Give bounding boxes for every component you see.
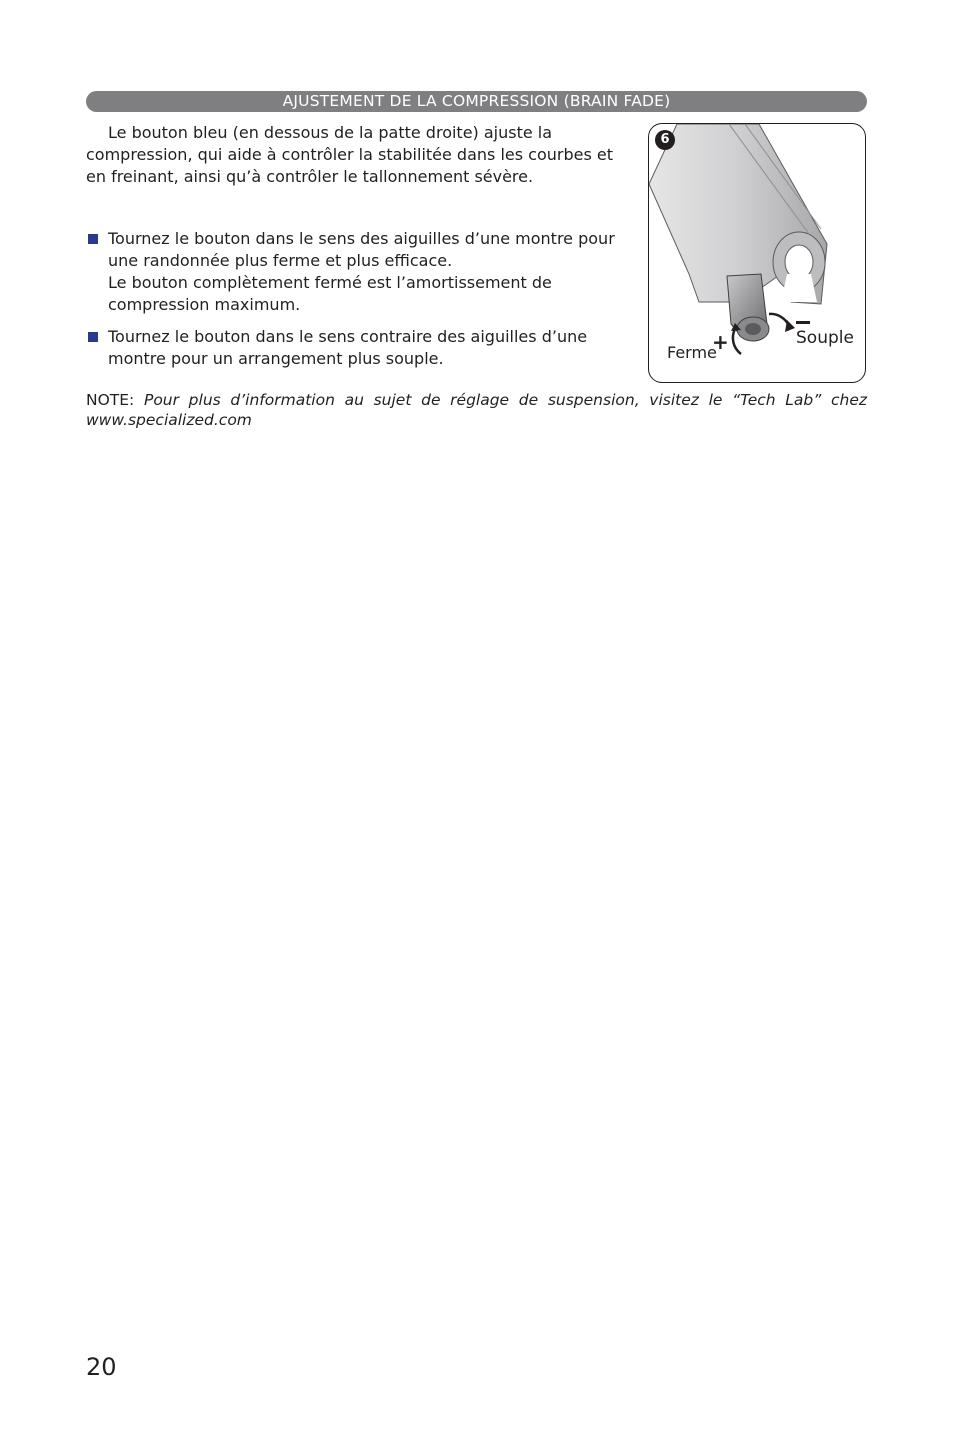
page-number: 20	[86, 1353, 117, 1381]
label-firm: Ferme	[667, 343, 717, 362]
bullet-square-icon	[88, 332, 98, 342]
note-label: NOTE:	[86, 391, 135, 409]
intro-text: Le bouton bleu (en dessous de la patte droite) ajuste la compression, qui aide à contrôler la stabilitée dans les courbes et en freinant, ainsi qu’à contrôler le tallonnement sévère.	[86, 123, 614, 186]
list-item	[86, 228, 631, 316]
label-soft: Souple	[796, 328, 854, 348]
minus-icon	[796, 321, 810, 324]
list-item-text: Tournez le bouton dans le sens des aiguilles d’une montre pour une randonnée plus ferme et plus efficace.	[108, 229, 615, 270]
instruction-list	[86, 228, 631, 380]
figure-number-badge: 6	[655, 130, 675, 150]
list-item-subtext: Le bouton complètement fermé est l’amortissement de compression maximum.	[108, 273, 552, 314]
intro-paragraph	[86, 122, 631, 188]
list-item	[86, 326, 631, 370]
soft-arrow-icon	[769, 314, 789, 326]
note-body: Pour plus d’information au sujet de réglage de suspension, visitez le “Tech Lab” chez www.specialized.com	[86, 391, 867, 429]
note	[86, 390, 867, 430]
figure-6	[648, 123, 866, 383]
plus-icon: +	[712, 330, 729, 354]
bullet-square-icon	[88, 234, 98, 244]
list-item-text: Tournez le bouton dans le sens contraire des aiguilles d’une montre pour un arrangement plus souple.	[108, 327, 588, 368]
section-title: AJUSTEMENT DE LA COMPRESSION (BRAIN FADE)	[86, 91, 867, 112]
